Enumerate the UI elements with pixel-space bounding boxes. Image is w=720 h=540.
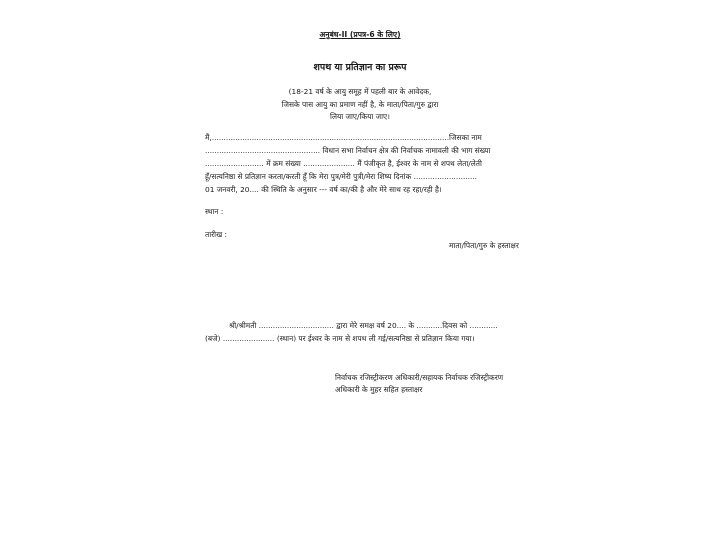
oath-body-line-5: 01 जनवरी, 20.... की स्थिति के अनुसार --- वर्ष का/की है और मेरे साथ रह रहा/रही है। xyxy=(205,185,442,194)
oath-body-line-4: हूँ/सत्यनिष्ठा से प्रतिज्ञान करता/करती हूँ कि मेरा पुत्र/मेरी पुत्री/मेरा शिष्य दिनांक ........................... xyxy=(205,172,478,181)
form-title: शपथ या प्रतिज्ञान का प्ररूप xyxy=(313,62,407,73)
date-label: तारीख : xyxy=(205,230,227,239)
officer-signature-line-2: अधिकारी के मुहर सहित हस्ताक्षर xyxy=(335,385,423,394)
officer-signature-line-1: निर्वाचक रजिस्ट्रीकरण अधिकारी/सहायक निर्वाचक रजिस्ट्रीकरण xyxy=(335,373,504,382)
annex-heading: अनुबंध-II (प्रपत्र-6 के लिए) xyxy=(319,30,401,39)
oath-body-line-1: मैं,.....................................................................................................जिसका नाम xyxy=(205,133,482,142)
subtitle-line-3: लिया जाए/किया जाए। xyxy=(330,112,390,121)
oath-body-line-2: ................................................. विधान सभा निर्वाचन क्षेत्र की निर्वाचक नामावली की भाग संख्या xyxy=(205,146,491,155)
declaration-line-2: (बजे) ...................... (स्थान) पर ईश्वर के नाम से शपथ ली गई/सत्यनिष्ठा से प्रतिज्ञान किया गया। xyxy=(205,334,475,343)
oath-body-line-3: ......................... में क्रम संख्या ...................... मैं पंजीकृत है, ईश्वर के नाम से शपथ लेता/लेती xyxy=(205,159,482,168)
parent-signature-label: माता/पिता/गुरु के हस्ताक्षर xyxy=(449,241,519,250)
declaration-line-1: श्री/श्रीमती ................................ द्वारा मेरे समक्ष वर्ष 20.... के ...........दिवस को ............ xyxy=(229,321,498,330)
place-label: स्थान : xyxy=(205,207,224,216)
subtitle-line-2: जिसके पास आयु का प्रमाण नहीं है, के माता/पिता/गुरु द्वारा xyxy=(281,100,439,109)
subtitle-line-1: (18-21 वर्ष के आयु समूह में पहली बार के आवेदक, xyxy=(288,87,432,96)
